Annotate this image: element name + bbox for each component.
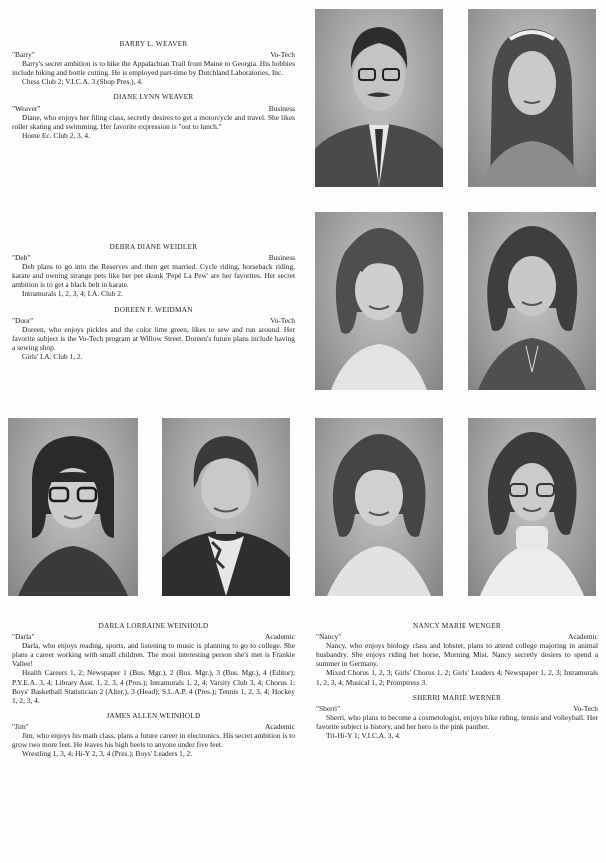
portrait-photo-nancy-wenger [315,418,443,596]
activities: Intramurals 1, 2, 3, 4; I.A. Club 2. [22,289,123,299]
student-entry [316,694,598,740]
bio: Sherri, who plans to become a cosmetologist, enjoys bike riding, tennis and volleyball. Her favorite subject is history, and her hero is the pink panther. [316,712,598,731]
curriculum: Vo-Tech [270,50,295,60]
portrait-figure [315,212,443,390]
nickname: "Darla" [12,632,35,642]
student-entry [12,622,295,705]
bio: Doreen, who enjoys pickles and the color lime green, likes to sew and run around. Her favorite subject is the Vo-Tech program at Willow Street. Doreen's future plans include having a sewing shop. [12,324,295,352]
student-name: DARLA LORRAINE WEINHOLD [98,622,209,630]
student-entry [12,712,295,758]
entries-bottom-left [12,622,295,758]
student-entry [12,243,295,299]
activities: Chess Club 2; V.I.C.A. 3 (Shop Pres.), 4. [22,77,143,87]
portrait-figure [468,9,596,187]
curriculum: Academic [568,632,598,642]
entries-bottom-right [316,622,598,740]
activities: Health Careers 1, 2; Newspaper 1 (Bus. Mgr.), 2 (Bus. Mgr.), 3 (Bus. Mgr.), 4 (Editor); P.Y.E.A. 3, 4; Library Asst. 1, 2, 3, 4 (Pres.); Intramurals 1, 2, 4; Varsity Club 3, 4; Chorus 1; Boys' Basketball Statistician 2 (Alter.), 3 (Head); S.L.A.P. 4 (Pres.); Tennis 1, 2, 3, 4; Hockey 1, 2, 3, 4. [12,668,295,705]
bio: Darla, who enjoys reading, sports, and listening to music is planning to go to college. She plans a career working with small children. The most interesting person she's met is Frankie Vallee! [12,641,295,669]
nickname: "Deb" [12,253,31,263]
student-name: SHERRI MARIE WERNER [412,693,502,702]
student-entry [12,306,295,362]
student-name: DEBRA DIANE WEIDLER [109,243,198,251]
bio: Jim, who enjoys his math class, plans a future career in electronics. His secret ambition is to grow two more feet. He leaves his high heels to anyone under five feet. [12,731,295,750]
activities: Home Ec. Club 2, 3, 4. [22,130,90,140]
bio: Deb plans to go into the Reserves and then get married. Cycle riding, horseback riding, karate and owning strange pets like her pet skunk 'Pepé La Pew' are her favorites. Her secret ambition is to get a black belt in karate. [12,262,295,290]
student-entry [316,622,598,687]
student-name: JAMES ALLEN WEINHOLD [106,711,201,720]
portrait-figure [468,212,596,390]
portrait-photo-debra-weidler [315,212,443,390]
activities: Mixed Chorus 1, 2, 3; Girls' Chorus 1, 2; Girls' Leaders 4; Newspaper 1, 2, 3; Intramurals 1, 2, 3, 4; Musical 1, 2; Promptress 3. [316,668,598,687]
curriculum: Vo-Tech [573,703,598,713]
curriculum: Business [268,103,295,113]
bio: Barry's secret ambition is to hike the Appalachian Trail from Maine to Georgia. His hobbies include hiking and bottle cutting. He is employed part-time by Dutchland Laboratories, Inc. [12,59,295,78]
entries-middle-left [12,243,295,361]
portrait-photo-diane-weaver [468,9,596,187]
entries-top-left [12,40,295,140]
curriculum: Business [268,253,295,263]
nickname: "Barry" [12,50,35,60]
curriculum: Academic [265,632,295,642]
portrait-photo-sherri-werner [468,418,596,596]
student-name: NANCY MARIE WENGER [412,622,502,630]
student-name: DIANE LYNN WEAVER [113,93,194,102]
curriculum: Academic [265,721,295,731]
student-entry [12,93,295,139]
portrait-photo-james-weinhold [162,418,290,596]
activities: Girls' I.A. Club 1, 2. [22,352,83,362]
nickname: "Weaver" [12,103,41,113]
portrait-figure [162,418,290,596]
bio: Nancy, who enjoys biology class and lobster, plans to attend college majoring in animal husbandry. She enjoys riding her horse, Morning Mist. Nancy secretly desires to spend a summer in Germany. [316,641,598,669]
student-name: DOREEN F. WEIDMAN [114,305,193,314]
curriculum: Vo-Tech [270,315,295,325]
nickname: "Sherri" [316,703,341,713]
student-entry [12,40,295,86]
activities: Tri-Hi-Y 1; V.I.C.A. 3, 4. [326,731,401,741]
portrait-figure [8,418,138,596]
portrait-figure [468,418,596,596]
portrait-figure [315,9,443,187]
nickname: "Door" [12,315,34,325]
bio: Diane, who enjoys her filing class, secretly desires to get a motorcycle and travel. She likes roller skating and swimming. Her favorite expression is "out to lunch." [12,112,295,131]
nickname: "Nancy" [316,632,342,642]
portrait-figure [315,418,443,596]
portrait-photo-barry-weaver [315,9,443,187]
activities: Wrestling 1, 3, 4; Hi-Y 2, 3, 4 (Pres.); Boys' Leaders 1, 2. [22,749,193,759]
portrait-photo-doreen-weidman [468,212,596,390]
student-name: BARRY L. WEAVER [119,40,188,48]
nickname: "Jim" [12,721,29,731]
portrait-photo-darla-weinhold [8,418,138,596]
